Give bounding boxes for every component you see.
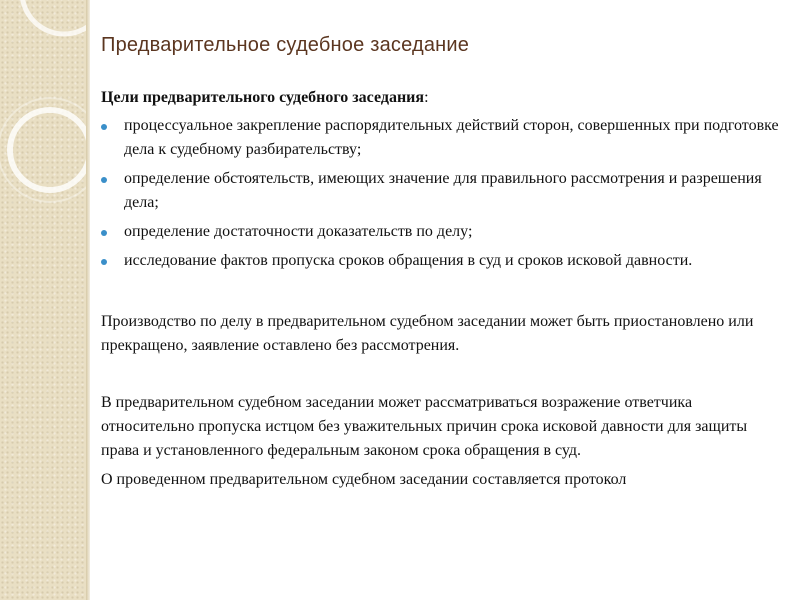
paragraph-suspension: Производство по делу в предварительном судебном заседании может быть приостановлено или прекращено, заявление оставлено без рассмотрения. <box>101 313 754 354</box>
slide-content <box>101 86 781 492</box>
bullet-icon <box>101 124 107 130</box>
list-item <box>101 249 781 273</box>
goals-heading-colon: : <box>424 89 429 106</box>
goal-text: процессуальное закрепление распорядительных действий сторон, совершенных при подготовке дела к судебному разбирательству; <box>124 117 779 158</box>
bullet-icon <box>101 230 107 236</box>
bullet-icon <box>101 259 107 265</box>
goals-heading <box>101 86 781 110</box>
decorative-rings <box>0 0 86 240</box>
goals-list <box>101 114 781 273</box>
goal-text: определение обстоятельств, имеющих значение для правильного рассмотрения и разрешения дела; <box>124 170 762 211</box>
goal-text: определение достаточности доказательств по делу; <box>124 223 473 240</box>
list-item <box>101 220 781 244</box>
sidebar-divider <box>86 0 90 600</box>
list-item <box>101 114 781 162</box>
goals-heading-text: Цели предварительного судебного заседания <box>101 89 425 106</box>
slide-title: Предварительное судебное заседание <box>101 34 470 56</box>
bullet-icon <box>101 177 107 183</box>
paragraph-objection: В предварительном судебном заседании может рассматриваться возражение ответчика относительно пропуска истцом без уважительных причин срока исковой давности для защиты права и установленного федеральным законом срока обращения в суд. <box>101 394 748 459</box>
paragraph-protocol: О проведенном предварительном судебном заседании составляется протокол <box>101 471 627 488</box>
list-item <box>101 167 781 215</box>
decorative-sidebar <box>0 0 86 600</box>
goal-text: исследование фактов пропуска сроков обращения в суд и сроков исковой давности. <box>124 252 693 269</box>
